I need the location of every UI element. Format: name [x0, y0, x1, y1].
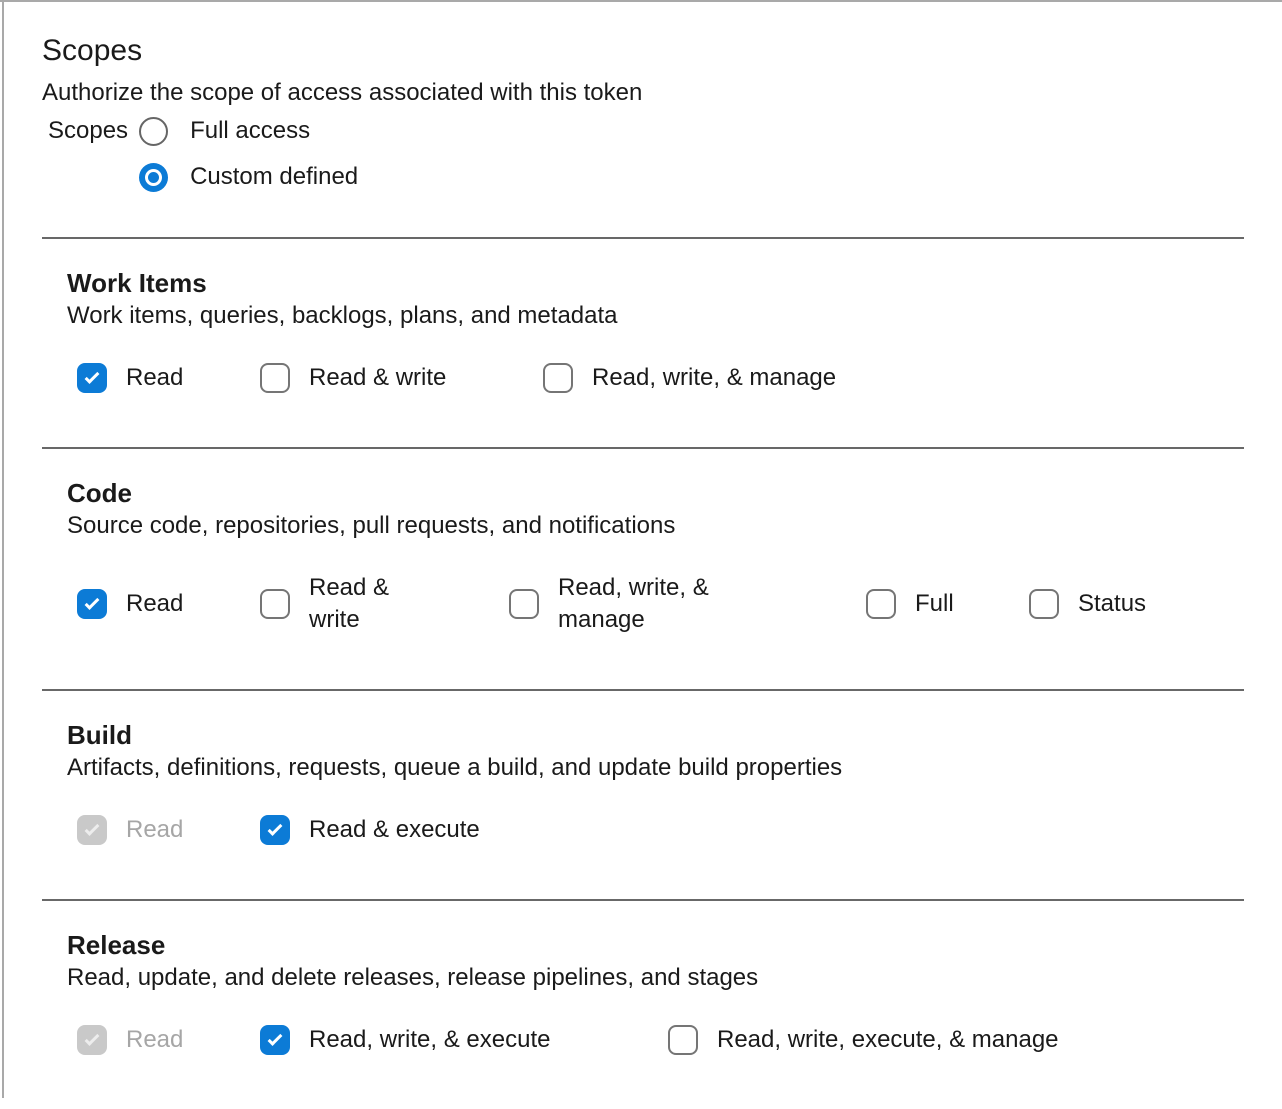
scope-section-release: [42, 899, 1244, 1109]
scope-options-row: [67, 814, 1244, 846]
radio-selected-icon[interactable]: [139, 163, 168, 192]
scope-option-read-write-manage[interactable]: [543, 362, 836, 394]
scope-options-row: [67, 572, 1244, 636]
checkbox-unchecked-icon[interactable]: [260, 589, 290, 619]
scopes-field-label: Scopes: [48, 117, 129, 144]
page-title: Scopes: [42, 34, 143, 67]
scope-section-build: [42, 689, 1244, 899]
scope-option-read-write-execute[interactable]: [260, 1024, 668, 1056]
scope-option-label: Full: [915, 590, 954, 617]
section-title: Build: [67, 720, 132, 750]
check-mark-icon: [85, 595, 100, 610]
scope-option-label: Read & execute: [309, 816, 480, 843]
radio-option-custom-defined[interactable]: [139, 161, 358, 193]
checkbox-unchecked-icon[interactable]: [509, 589, 539, 619]
scope-option-read[interactable]: [77, 588, 260, 620]
checkbox-checked-icon: [77, 815, 107, 845]
scope-option-label: Status: [1078, 590, 1147, 617]
scope-option-read: [77, 814, 260, 846]
scope-options-row: [67, 362, 1244, 394]
scope-option-read-write[interactable]: [260, 362, 543, 394]
radio-unselected-icon[interactable]: [139, 117, 168, 146]
radio-ring: [145, 169, 162, 186]
checkbox-checked-icon: [77, 1025, 107, 1055]
scopes-radio-group: [48, 115, 1244, 193]
scope-option-label: Read, write, & manage: [558, 574, 709, 633]
scope-option-read: [77, 1024, 260, 1056]
checkbox-unchecked-icon[interactable]: [668, 1025, 698, 1055]
scope-options-row: [67, 1024, 1244, 1056]
radio-dot: [148, 172, 159, 183]
checkbox-checked-icon[interactable]: [260, 815, 290, 845]
scopes-radio-options: [139, 115, 358, 193]
check-mark-icon: [268, 1031, 283, 1046]
panel-left-border: [2, 0, 4, 1098]
scope-option-full[interactable]: [866, 588, 1029, 620]
scope-option-label: Read, write, & manage: [592, 364, 837, 391]
scope-option-read[interactable]: [77, 362, 260, 394]
checkbox-checked-icon[interactable]: [260, 1025, 290, 1055]
section-description: Source code, repositories, pull requests, and notifications: [67, 512, 676, 539]
scope-option-label: Read, write, & execute: [309, 1026, 551, 1053]
page-subtitle: Authorize the scope of access associated with this token: [42, 79, 643, 106]
scope-option-read-write-manage[interactable]: [509, 572, 866, 636]
section-description: Read, update, and delete releases, release pipelines, and stages: [67, 964, 759, 991]
checkbox-unchecked-icon[interactable]: [543, 363, 573, 393]
section-title: Code: [67, 478, 132, 508]
scope-option-label: Read: [126, 1026, 184, 1053]
scope-option-label: Read & write: [309, 574, 390, 633]
checkbox-checked-icon[interactable]: [77, 589, 107, 619]
scope-section-work-items: [42, 237, 1244, 447]
checkbox-unchecked-icon[interactable]: [260, 363, 290, 393]
scope-option-label: Read: [126, 816, 184, 843]
scope-option-label: Read: [126, 364, 184, 391]
checkbox-checked-icon[interactable]: [77, 363, 107, 393]
radio-option-label: Custom defined: [190, 163, 359, 190]
check-mark-icon: [85, 821, 100, 836]
section-description: Work items, queries, backlogs, plans, and metadata: [67, 302, 618, 329]
check-mark-icon: [268, 821, 283, 836]
check-mark-icon: [85, 1031, 100, 1046]
scope-option-read-write-execute-manage[interactable]: [668, 1024, 1059, 1056]
scope-section-code: [42, 447, 1244, 689]
scope-option-label: Read: [126, 590, 184, 617]
scope-option-label: Read & write: [309, 364, 447, 391]
scope-option-label: Read, write, execute, & manage: [717, 1026, 1059, 1053]
radio-option-label: Full access: [190, 117, 311, 144]
scope-option-status[interactable]: [1029, 588, 1146, 620]
section-title: Work Items: [67, 268, 207, 298]
panel-top-border: [0, 0, 1282, 2]
section-title: Release: [67, 930, 166, 960]
checkbox-unchecked-icon[interactable]: [1029, 589, 1059, 619]
check-mark-icon: [85, 369, 100, 384]
scope-option-read-write[interactable]: [260, 572, 509, 636]
section-description: Artifacts, definitions, requests, queue a build, and update build properties: [67, 754, 843, 781]
scope-sections: [42, 237, 1244, 1109]
scope-option-read-execute[interactable]: [260, 814, 480, 846]
checkbox-unchecked-icon[interactable]: [866, 589, 896, 619]
radio-option-full-access[interactable]: [139, 115, 358, 147]
